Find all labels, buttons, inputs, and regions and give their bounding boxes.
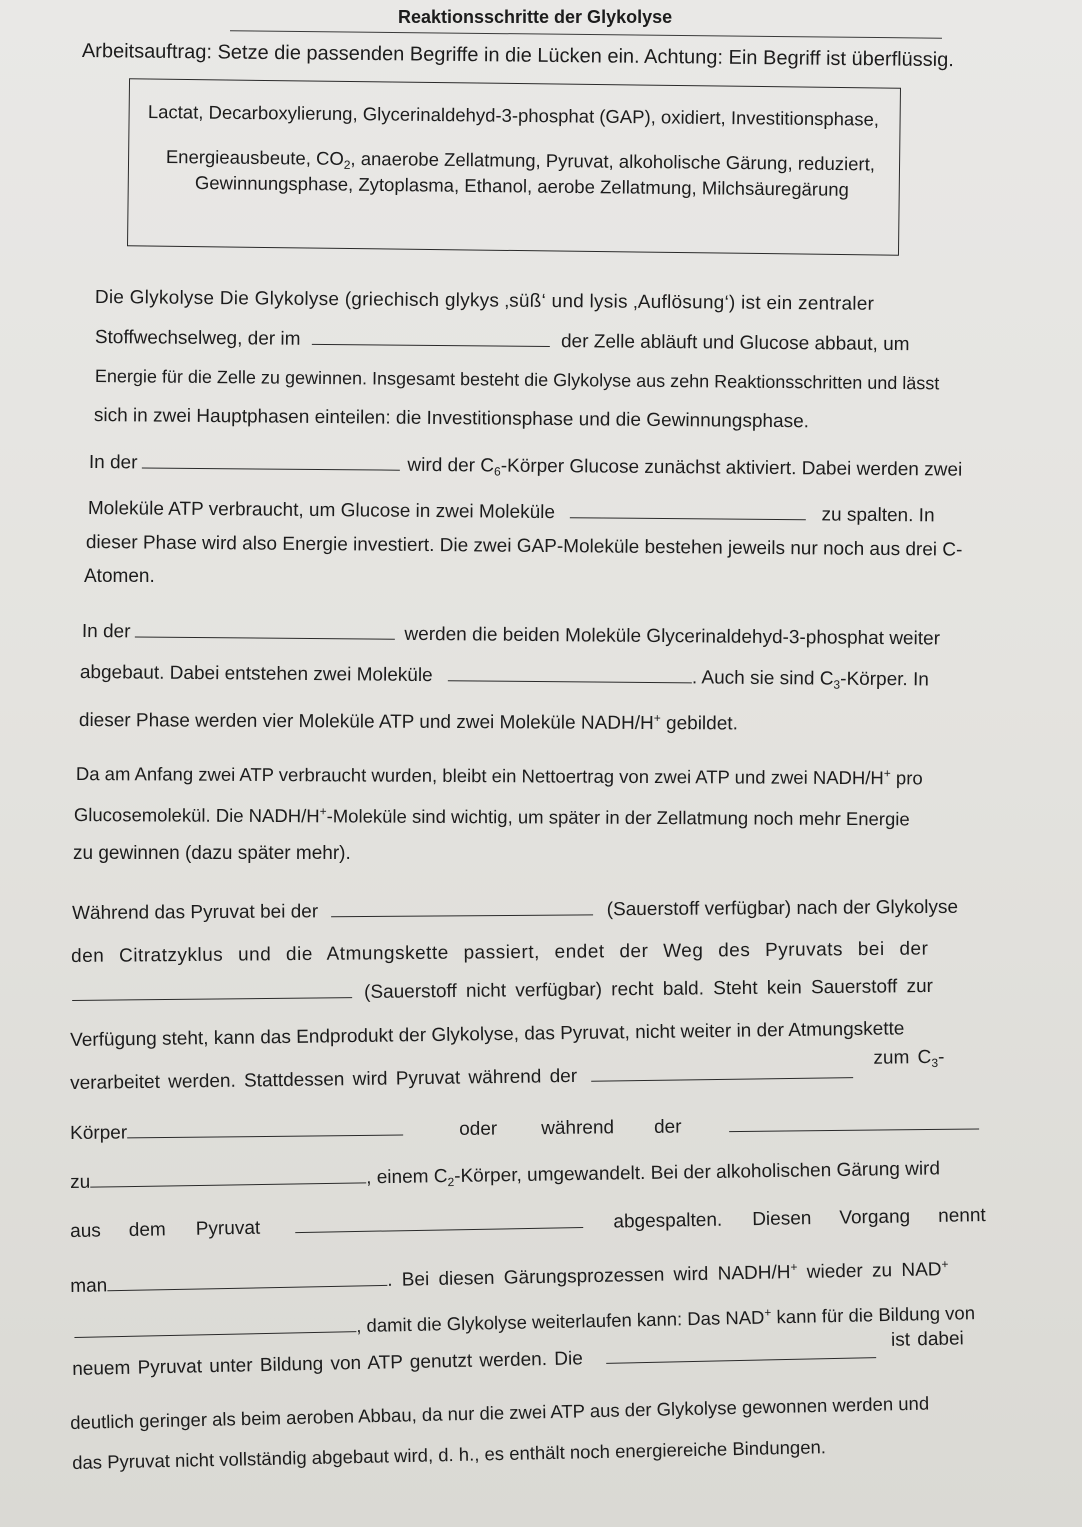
text-line: Glucosemolekül. Die NADH/H+-Moleküle sind wichtig, um später in der Zellatmung noch mehr Energie xyxy=(73,803,910,830)
text-line: Verfügung steht, kann das Endprodukt der Glykolyse, das Pyruvat, nicht weiter in der Atmungskette xyxy=(70,1018,905,1051)
text-line: Atomen. xyxy=(84,566,155,587)
task-text: Setze die passenden Begriffe in die Lücken ein. Achtung: Ein Begriff ist überflüssig. xyxy=(211,41,954,72)
blank-field-9[interactable] xyxy=(127,1119,403,1139)
blank-field-6[interactable] xyxy=(331,898,593,917)
blank-field-13[interactable] xyxy=(107,1269,387,1291)
text-line: den Citratzyklus und die Atmungskette passiert, endet der Weg des Pyruvats bei der xyxy=(71,938,929,967)
text-line: Während das Pyruvat bei der (Sauerstoff verfügbar) nach der Glykolyse xyxy=(72,896,959,924)
task-label: Arbeitsauftrag: xyxy=(81,40,213,64)
text-line: Die Glykolyse Die Glykolyse (griechisch glykys ‚süß‘ und lysis ‚Auflösung‘) ist ein zentraler xyxy=(94,287,875,315)
text-line: verarbeitet werden. Stattdessen wird Pyruvat während der zum $C_3-$ xyxy=(70,1046,945,1094)
blank-field-12[interactable] xyxy=(295,1211,583,1233)
title-divider xyxy=(230,30,942,38)
text-line: abgebaut. Dabei entstehen zwei Moleküle . Auch sie sind $C_3$-Körper. In xyxy=(79,661,929,692)
blank-field-14[interactable] xyxy=(74,1315,356,1338)
blank-field-7[interactable] xyxy=(72,981,352,1001)
text-line: Moleküle ATP verbraucht, um Glucose in zwei Moleküle zu spalten. In xyxy=(87,497,935,527)
blank-field-4[interactable] xyxy=(134,620,394,639)
blank-field-8[interactable] xyxy=(591,1061,853,1082)
page-title: Reaktionsschritte der Glykolyse xyxy=(398,7,673,27)
text-line: neuem Pyruvat unter Bildung von ATP genutzt werden. Die ist dabei xyxy=(72,1328,964,1380)
blank-field-10[interactable] xyxy=(729,1112,979,1132)
blank-field-5[interactable] xyxy=(448,664,692,683)
blank-field-11[interactable] xyxy=(90,1166,366,1187)
text-line: deutlich geringer als beim aeroben Abbau, da nur die zwei ATP aus der Glykolyse gewonnen werden und xyxy=(70,1392,930,1433)
text-line: Stoffwechselweg, der im der Zelle abläuft und Glucose abbaut, um xyxy=(94,326,910,356)
blank-field-15[interactable] xyxy=(606,1341,876,1364)
text-line: aus dem Pyruvat abgespalten. Diesen Vorgang nennt xyxy=(70,1205,986,1242)
word-bank-line-3: Gewinnungsphase, Zytoplasma, Ethanol, aerobe Zellatmung, Milchsäuregärung xyxy=(194,172,850,200)
text-line: das Pyruvat nicht vollständig abgebaut wird, d. h., es enthält noch energiereiche Bindungen. xyxy=(72,1436,827,1473)
blank-field-3[interactable] xyxy=(570,501,806,520)
word-bank-line-1: Lactat, Decarboxylierung, Glycerinaldehyd-3-phosphat (GAP), oxidiert, Investitionsphase, xyxy=(147,101,880,130)
blank-field-2[interactable] xyxy=(141,451,399,470)
word-bank-line-2: Energieausbeute, $CO_2$, anaerobe Zellatmung, Pyruvat, alkoholische Gärung, reduziert, xyxy=(165,146,876,175)
text-line: sich in zwei Hauptphasen einteilen: die Investitionsphase und die Gewinnungsphase. xyxy=(93,405,810,433)
blank-field-1[interactable] xyxy=(312,328,550,347)
task-instruction xyxy=(82,40,954,71)
text-line: dieser Phase wird also Energie investiert. Die zwei GAP-Moleküle bestehen jeweils nur noch aus drei C- xyxy=(85,532,963,561)
text-line: Da am Anfang zwei ATP verbraucht wurden, bleibt ein Nettoertrag von zwei ATP und zwei NADH/H+ pro xyxy=(75,762,923,789)
text-line: dieser Phase werden vier Moleküle ATP und zwei Moleküle NADH/H+ gebildet. xyxy=(78,709,738,735)
text-line: , damit die Glykolyse weiterlaufen kann: Das NAD+ kann für die Bildung von xyxy=(74,1297,975,1343)
text-line: Energie für die Zelle zu gewinnen. Insgesamt besteht die Glykolyse aus zehn Reaktionsschritten und lässt xyxy=(94,365,940,394)
text-line: In der wird der $C_6$-Körper Glucose zunächst aktiviert. Dabei werden zwei xyxy=(88,451,963,481)
text-line: zu gewinnen (dazu später mehr). xyxy=(73,843,351,864)
text-line: man . Bei diesen Gärungsprozessen wird NADH/H+ wieder zu NAD+ xyxy=(70,1257,949,1297)
text-line: zu , einem $C_2$-Körper, umgewandelt. Bei der alkoholischen Gärung wird xyxy=(70,1158,941,1193)
text-line: (Sauerstoff nicht verfügbar) recht bald. Steht kein Sauerstoff zur xyxy=(72,975,933,1007)
text-line: Körper oder während der xyxy=(70,1112,979,1145)
text-line: In der werden die beiden Moleküle Glycerinaldehyd-3-phosphat weiter xyxy=(81,620,941,650)
